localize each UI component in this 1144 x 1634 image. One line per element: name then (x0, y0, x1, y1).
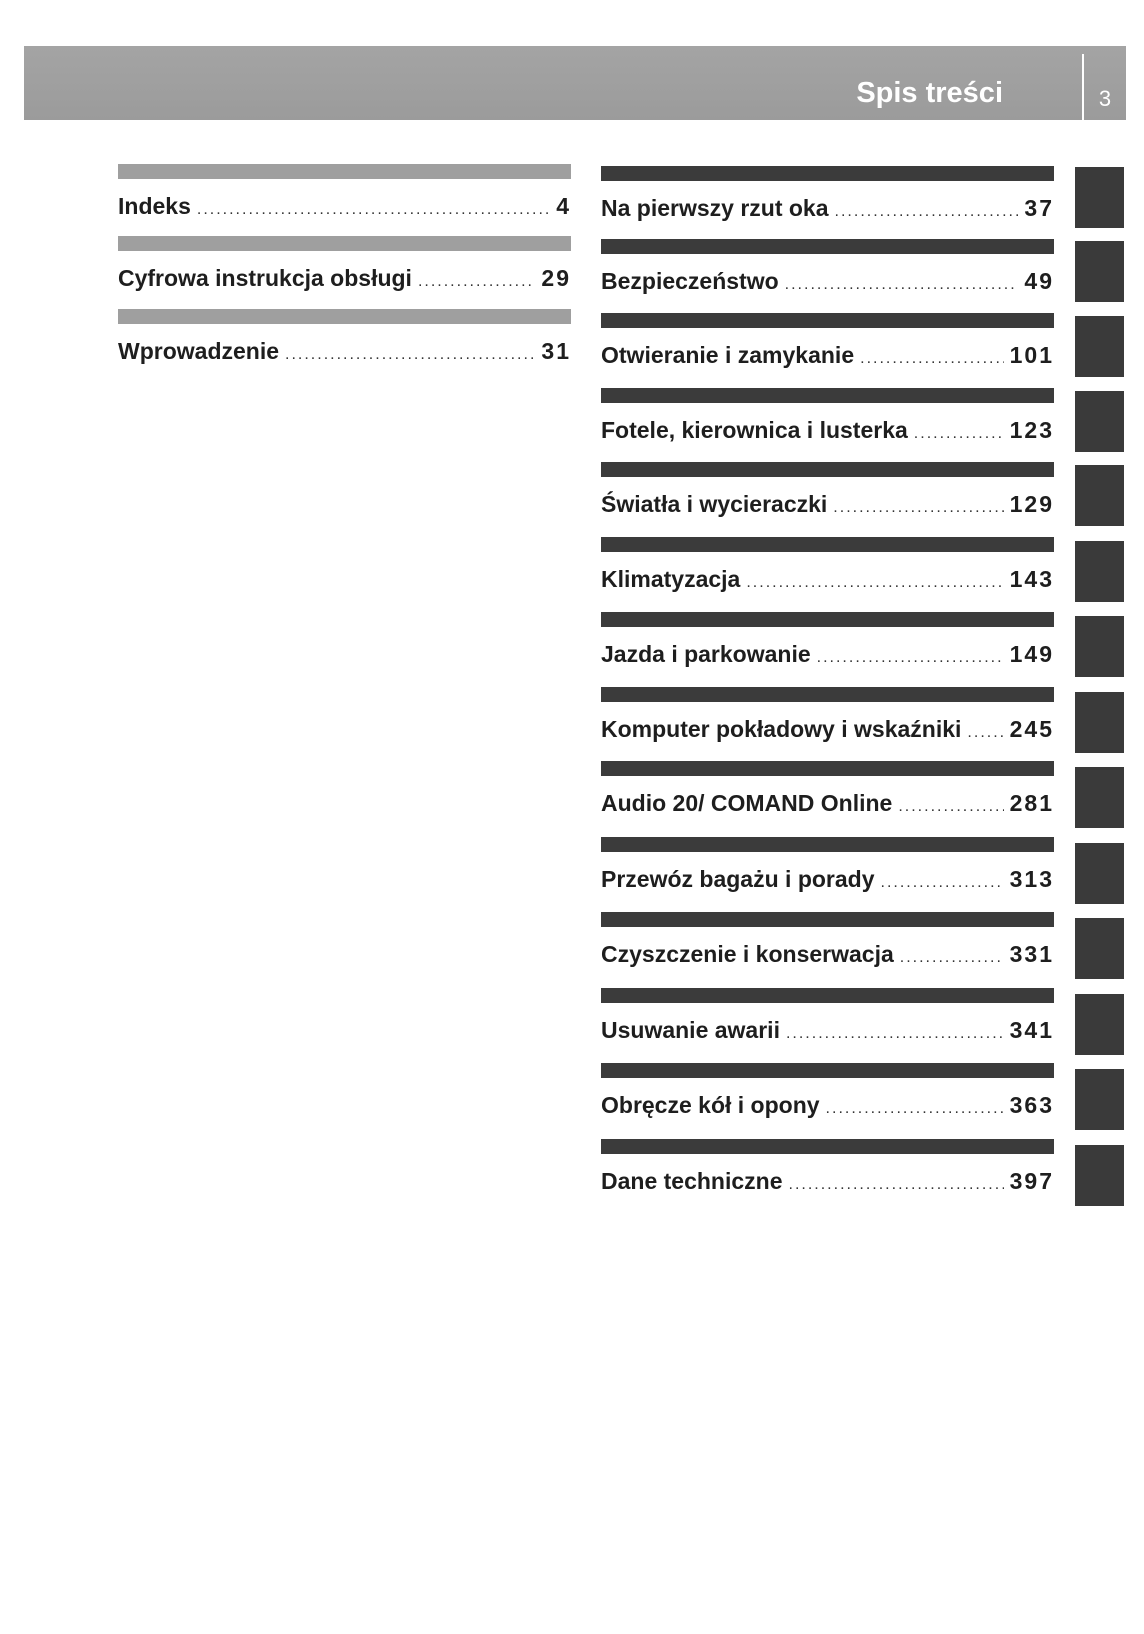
toc-entry-page: 149 (1009, 641, 1054, 667)
toc-entry-title: Cyfrowa instrukcja obsługi (118, 265, 412, 291)
toc-entry-page: 123 (1009, 417, 1054, 443)
toc-entry-title: Fotele, kierownica i lusterka (601, 417, 908, 443)
toc-line (601, 194, 1054, 226)
dot-leader (900, 944, 1004, 972)
toc-entry-swiatla-i-wycieraczki[interactable] (601, 462, 1054, 522)
section-rule (601, 313, 1054, 328)
toc-entry-title: Czyszczenie i konserwacja (601, 941, 894, 967)
toc-entry-fotele-kierownica-lusterka[interactable] (601, 388, 1054, 448)
page-title: Spis treści (856, 77, 1003, 109)
section-rule (118, 236, 571, 251)
toc-entry-title: Przewóz bagażu i porady (601, 866, 875, 892)
toc-line (601, 865, 1054, 897)
toc-entry-page: 49 (1024, 268, 1054, 294)
section-rule (601, 912, 1054, 927)
toc-entry-title: Otwieranie i zamykanie (601, 342, 855, 368)
thumb-tab-klimatyzacja[interactable] (1075, 541, 1124, 602)
header-divider (1082, 54, 1084, 120)
section-rule (601, 462, 1054, 477)
dot-leader (826, 1095, 1004, 1123)
section-rule (601, 988, 1054, 1003)
thumb-tab-audio[interactable] (1075, 767, 1124, 828)
toc-entry-page: 363 (1009, 1092, 1054, 1118)
section-rule (118, 164, 571, 179)
toc-entry-title: Usuwanie awarii (601, 1017, 780, 1043)
toc-line (601, 1167, 1054, 1199)
toc-entry-page: 4 (556, 193, 571, 219)
toc-line (601, 416, 1054, 448)
dot-leader (285, 341, 535, 369)
section-rule (601, 612, 1054, 627)
dot-leader (967, 719, 1003, 747)
dot-leader (860, 345, 1004, 373)
page-number: 3 (1098, 86, 1112, 111)
thumb-tab-obrecze[interactable] (1075, 1069, 1124, 1130)
section-rule (601, 166, 1054, 181)
toc-line (601, 490, 1054, 522)
toc-entry-audio-comand[interactable] (601, 761, 1054, 821)
toc-line (601, 1016, 1054, 1048)
thumb-tab-czyszczenie[interactable] (1075, 918, 1124, 979)
dot-leader (786, 1020, 1004, 1048)
toc-line (601, 267, 1054, 299)
thumb-tab-usuwanie-awarii[interactable] (1075, 994, 1124, 1055)
dot-leader (197, 196, 550, 224)
toc-entry-page: 397 (1009, 1168, 1054, 1194)
section-rule (118, 309, 571, 324)
page-header (24, 46, 1126, 120)
section-rule (601, 1063, 1054, 1078)
toc-line (118, 192, 571, 224)
thumb-tab-komputer[interactable] (1075, 692, 1124, 753)
toc-entry-na-pierwszy-rzut-oka[interactable] (601, 166, 1054, 226)
thumb-tab-fotele[interactable] (1075, 391, 1124, 452)
toc-entry-title: Wprowadzenie (118, 338, 280, 364)
section-rule (601, 239, 1054, 254)
toc-entry-jazda-i-parkowanie[interactable] (601, 612, 1054, 672)
toc-entry-komputer-pokladowy[interactable] (601, 687, 1054, 747)
toc-entry-przewoz-bagazu[interactable] (601, 837, 1054, 897)
toc-entry-page: 29 (541, 265, 571, 291)
toc-entry-title: Na pierwszy rzut oka (601, 195, 829, 221)
thumb-tab-na-pierwszy-rzut-oka[interactable] (1075, 167, 1124, 228)
dot-leader (835, 198, 1019, 226)
section-rule (601, 388, 1054, 403)
toc-line (601, 789, 1054, 821)
section-rule (601, 687, 1054, 702)
dot-leader (898, 793, 1003, 821)
section-rule (601, 537, 1054, 552)
dot-leader (418, 268, 535, 296)
toc-entry-page: 101 (1009, 342, 1054, 368)
toc-entry-title: Obręcze kół i opony (601, 1092, 820, 1118)
toc-entry-page: 331 (1009, 941, 1054, 967)
toc-entry-indeks[interactable] (118, 164, 571, 224)
toc-entry-title: Klimatyzacja (601, 566, 741, 592)
toc-entry-page: 31 (541, 338, 571, 364)
toc-line (601, 1091, 1054, 1123)
thumb-tab-dane-techniczne[interactable] (1075, 1145, 1124, 1206)
dot-leader (881, 869, 1004, 897)
toc-entry-page: 143 (1009, 566, 1054, 592)
toc-line (601, 715, 1054, 747)
thumb-tab-bezpieczenstwo[interactable] (1075, 241, 1124, 302)
dot-leader (817, 644, 1004, 672)
toc-line (601, 565, 1054, 597)
toc-entry-klimatyzacja[interactable] (601, 537, 1054, 597)
toc-line (118, 337, 571, 369)
dot-leader (746, 569, 1003, 597)
dot-leader (914, 420, 1004, 448)
toc-entry-title: Komputer pokładowy i wskaźniki (601, 716, 962, 742)
toc-entry-cyfrowa-instrukcja[interactable] (118, 236, 571, 296)
toc-entry-page: 281 (1009, 790, 1054, 816)
toc-entry-obrecze-kol-i-opony[interactable] (601, 1063, 1054, 1123)
toc-entry-page: 341 (1009, 1017, 1054, 1043)
toc-entry-otwieranie-i-zamykanie[interactable] (601, 313, 1054, 373)
section-rule (601, 1139, 1054, 1154)
thumb-tab-przewoz[interactable] (1075, 843, 1124, 904)
section-rule (601, 761, 1054, 776)
toc-entry-page: 313 (1009, 866, 1054, 892)
toc-entry-wprowadzenie[interactable] (118, 309, 571, 369)
toc-entry-page: 245 (1009, 716, 1054, 742)
dot-leader (833, 494, 1003, 522)
toc-line (118, 264, 571, 296)
thumb-tab-swiatla[interactable] (1075, 465, 1124, 526)
toc-entry-usuwanie-awarii[interactable] (601, 988, 1054, 1048)
toc-entry-bezpieczenstwo[interactable] (601, 239, 1054, 299)
toc-entry-title: Światła i wycieraczki (601, 491, 828, 517)
toc-entry-title: Indeks (118, 193, 191, 219)
dot-leader (789, 1171, 1004, 1199)
toc-entry-page: 129 (1009, 491, 1054, 517)
toc-entry-dane-techniczne[interactable] (601, 1139, 1054, 1199)
toc-line (601, 940, 1054, 972)
dot-leader (785, 271, 1019, 299)
toc-entry-title: Jazda i parkowanie (601, 641, 811, 667)
toc-line (601, 341, 1054, 373)
section-rule (601, 837, 1054, 852)
toc-entry-page: 37 (1024, 195, 1054, 221)
toc-line (601, 640, 1054, 672)
thumb-tab-otwieranie-i-zamykanie[interactable] (1075, 316, 1124, 377)
toc-entry-title: Bezpieczeństwo (601, 268, 779, 294)
toc-entry-title: Dane techniczne (601, 1168, 783, 1194)
toc-entry-title: Audio 20/ COMAND Online (601, 790, 893, 816)
thumb-tab-jazda[interactable] (1075, 616, 1124, 677)
toc-entry-czyszczenie-konserwacja[interactable] (601, 912, 1054, 972)
